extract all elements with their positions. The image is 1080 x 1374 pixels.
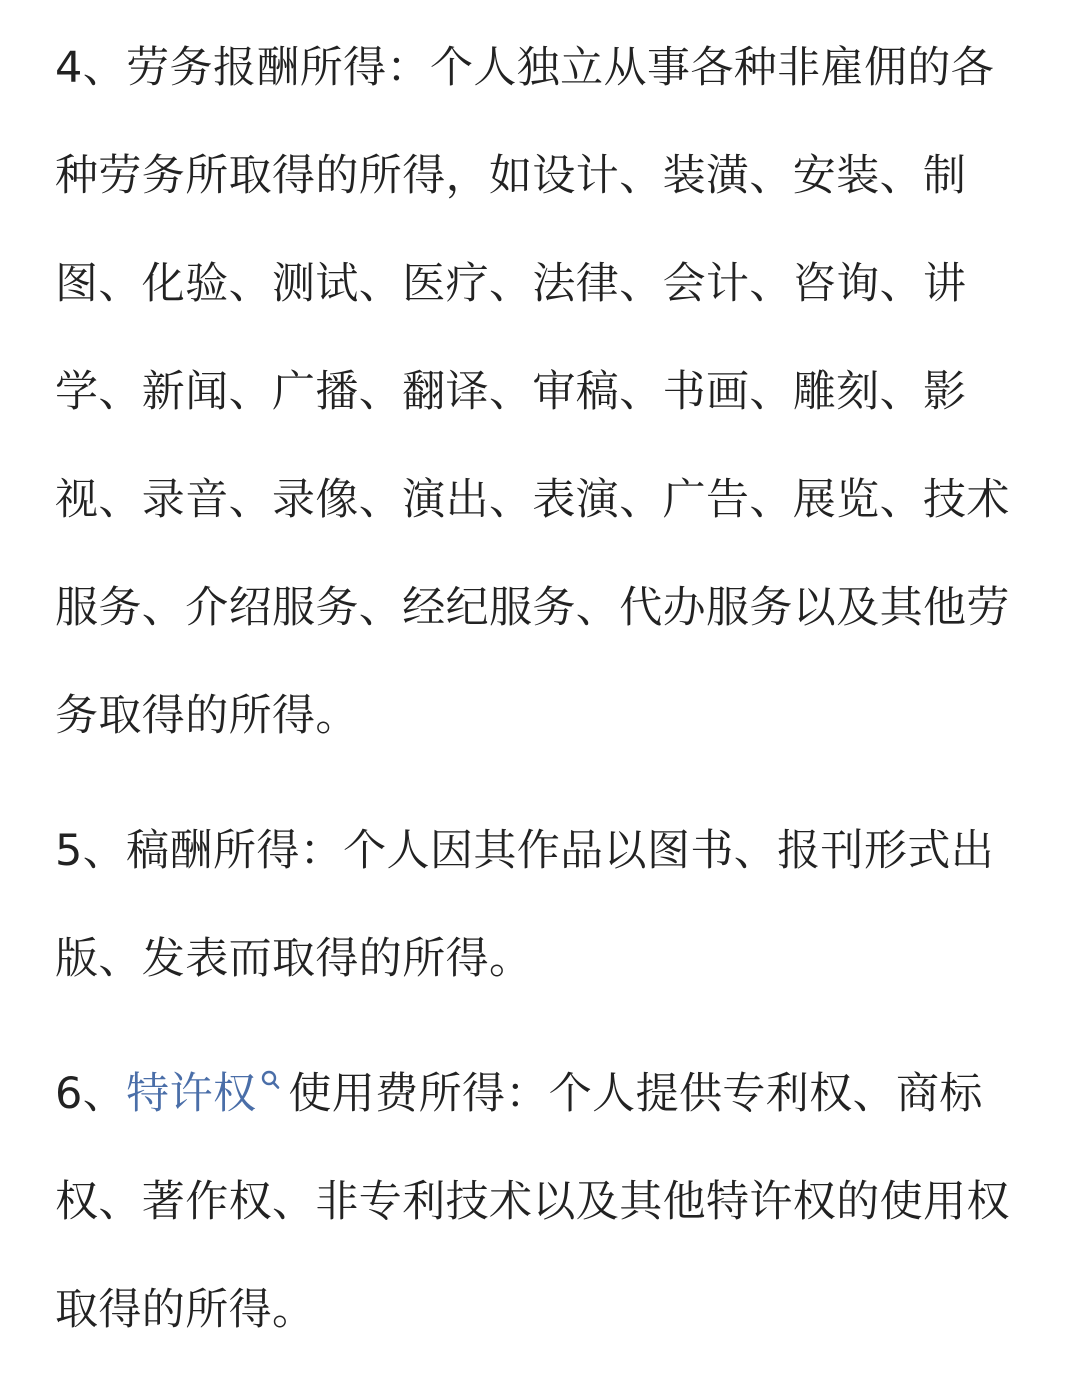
paragraph-suffix: 使用费所得：个人提供专利权、商标权、著作权、非专利技术以及其他特许权的使用权取得的所得。	[55, 1069, 1010, 1335]
paragraph-labor-income: 4、劳务报酬所得：个人独立从事各种非雇佣的各种劳务所取得的所得，如设计、装潢、安装、制图、化验、测试、医疗、法律、会计、咨询、讲学、新闻、广播、翻译、审稿、书画、雕刻、影视、录音、录像、演出、表演、广告、展览、技术服务、介绍服务、经纪服务、代办服务以及其他劳务取得的所得。	[55, 43, 1010, 741]
paragraph-prefix: 6、	[55, 1069, 127, 1119]
paragraph-royalty-income: 5、稿酬所得：个人因其作品以图书、报刊形式出版、发表而取得的所得。	[55, 826, 995, 984]
search-icon[interactable]	[260, 1070, 280, 1098]
franchise-right-link[interactable]: 特许权	[126, 1069, 257, 1119]
paragraph-franchise-income	[55, 1040, 1015, 1364]
article-content	[55, 14, 1015, 1364]
